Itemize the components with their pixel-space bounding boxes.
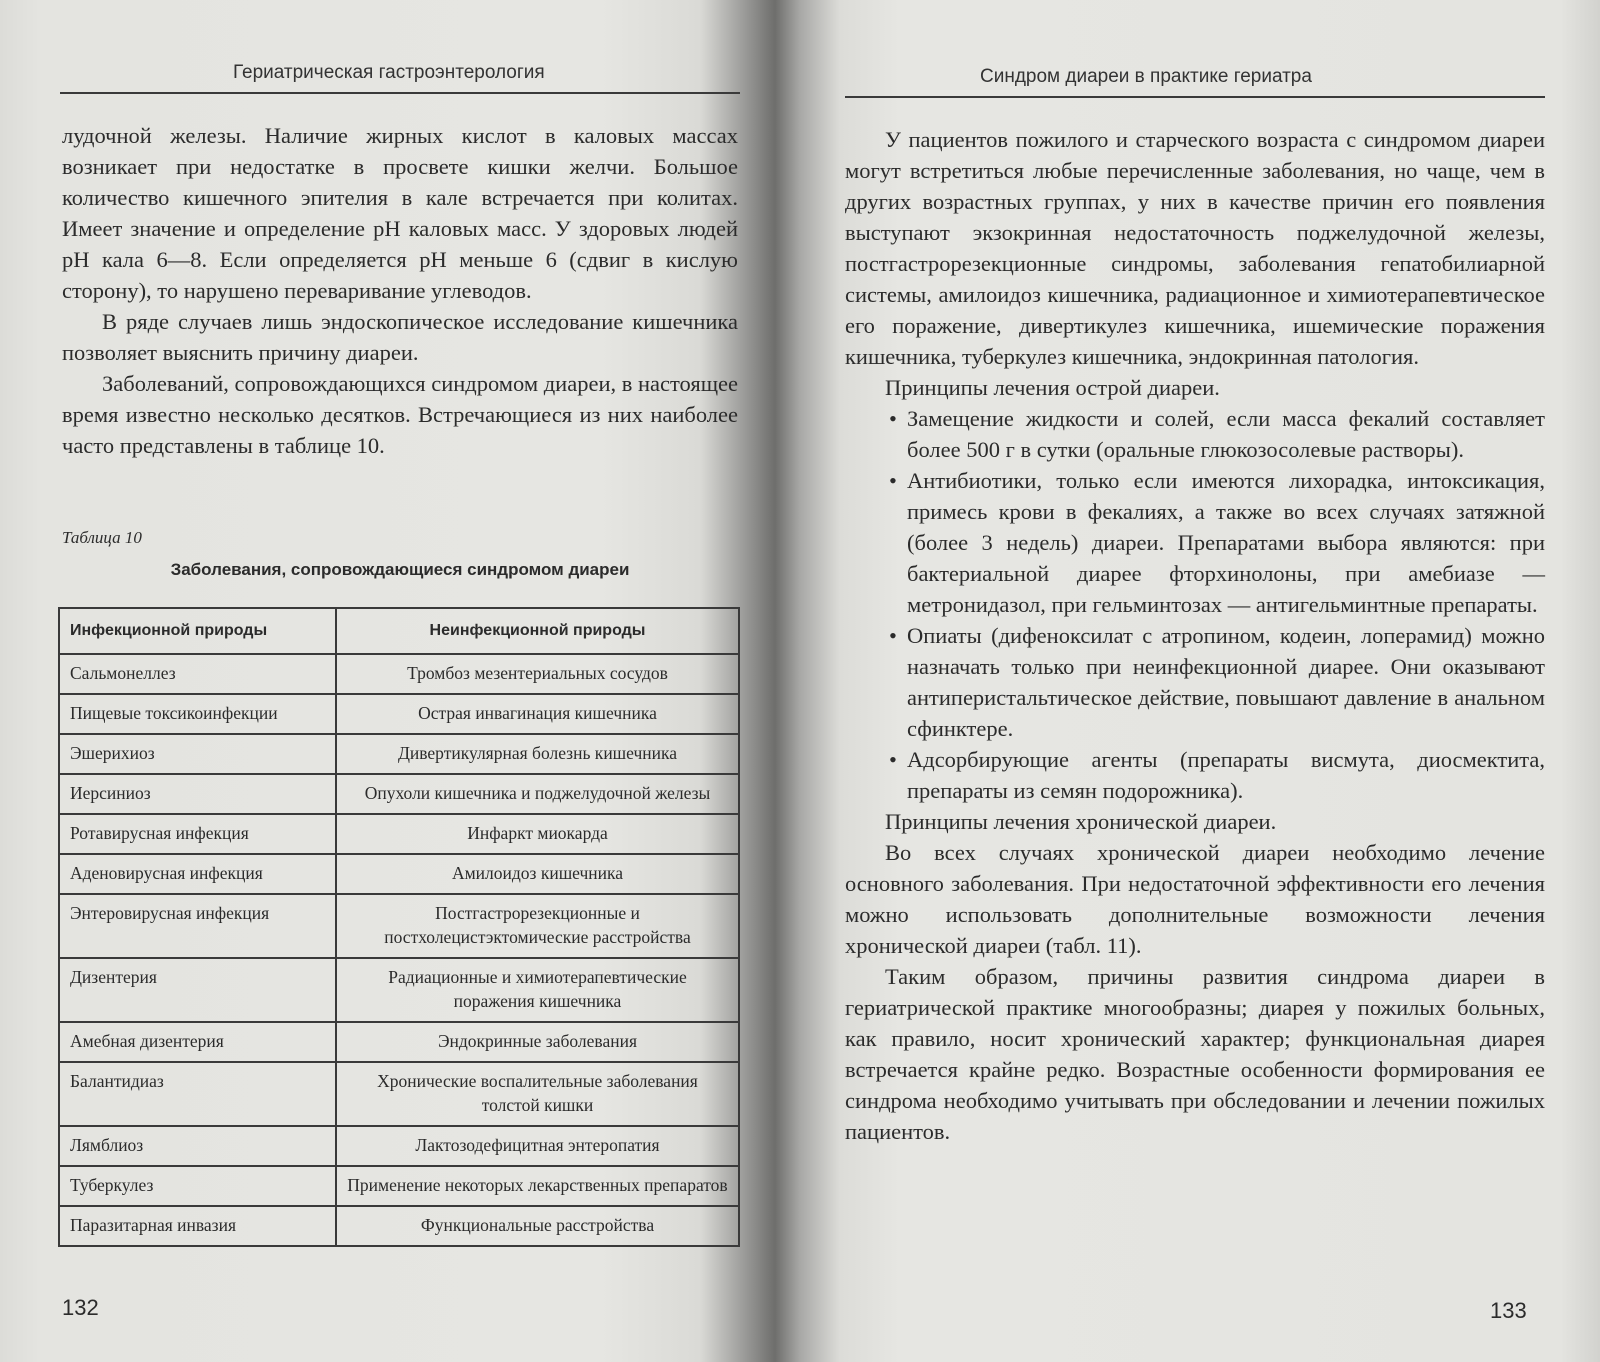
bullet-icon: • — [889, 747, 897, 772]
table-row — [59, 1062, 739, 1126]
table-cell: Аденовирусная инфекция — [59, 854, 336, 894]
list-item-text: Адсорбирующие агенты (препараты висмута, диосмектита, препараты из семян подорожника). — [907, 747, 1545, 803]
table-cell: Амилоидоз кишечника — [336, 854, 739, 894]
table-cell: Иерсиниоз — [59, 774, 336, 814]
table-row — [59, 1166, 739, 1206]
table-cell: Применение некоторых лекарственных препаратов — [336, 1166, 739, 1206]
table-cell: Балантидиаз — [59, 1062, 336, 1126]
paragraph: Заболеваний, сопровождающихся синдромом диареи, в настоящее время известно несколько десятков. Встречающиеся из них наиболее часто представлены в таблице 10. — [62, 371, 738, 458]
table-cell: Паразитарная инвазия — [59, 1206, 336, 1246]
bullet-icon: • — [889, 623, 897, 648]
table-cell: Энтеровирусная инфекция — [59, 894, 336, 958]
table-cell: Постгастрорезекционные и постхолецистэктомические расстройства — [336, 894, 739, 958]
table-cell: Инфаркт миокарда — [336, 814, 739, 854]
page-number: 132 — [62, 1295, 99, 1320]
table-cell: Сальмонеллез — [59, 654, 336, 694]
table-cell: Туберкулез — [59, 1166, 336, 1206]
right-body-text — [845, 124, 1545, 1147]
table-row — [59, 734, 739, 774]
table-cell: Ротавирусная инфекция — [59, 814, 336, 854]
paragraph: У пациентов пожилого и старческого возраста с синдромом диареи могут встретиться любые перечисленные заболевания, но чаще, чем в других возрастных группах, у них в качестве причин его появления выступают экзокринная недостаточность поджелудочной железы, постгастрорезекционные синдромы, заболевания гепатобилиарной системы, амилоидоз кишечника, радиационное и химиотерапевтическое его поражение, дивертикулез кишечника, ишемические поражения кишечника, туберкулез кишечника, эндокринная патология. — [845, 127, 1545, 369]
paragraph: Таким образом, причины развития синдрома диареи в гериатрической практике многообразны; диарея у пожилых больных, как правило, носит хронический характер; функциональная диарея встречается крайне редко. Возрастные особенности формирования ее синдрома необходимо учитывать при обследовании и лечении пожилых пациентов. — [845, 964, 1545, 1144]
column-header: Неинфекционной природы — [336, 608, 739, 654]
treatment-list — [845, 403, 1545, 806]
table-cell: Опухоли кишечника и поджелудочной железы — [336, 774, 739, 814]
table-row — [59, 894, 739, 958]
table-cell: Пищевые токсикоинфекции — [59, 694, 336, 734]
table-row — [59, 654, 739, 694]
list-item — [845, 744, 1545, 806]
table-cell: Хронические воспалительные заболевания толстой кишки — [336, 1062, 739, 1126]
table-row — [59, 854, 739, 894]
bullet-icon: • — [889, 468, 897, 493]
paragraph: лудочной железы. Наличие жирных кислот в каловых массах возникает при недостатке в просвете кишки желчи. Большое количество кишечного эпителия в кале встречается при колитах. Имеет значение и определение pH каловых масс. У здоровых людей pH кала 6—8. Если определяется pH меньше 6 (сдвиг в кислую сторону), то нарушено переваривание углеводов. — [62, 123, 738, 303]
table-cell: Лактозодефицитная энтеропатия — [336, 1126, 739, 1166]
table-cell: Эндокринные заболевания — [336, 1022, 739, 1062]
table-row — [59, 774, 739, 814]
diseases-table — [58, 607, 740, 1247]
table-header-row — [59, 608, 739, 654]
running-head: Гериатрическая гастроэнтерология — [233, 62, 545, 83]
paragraph: В ряде случаев лишь эндоскопическое исследование кишечника позволяет выяснить причину диареи. — [62, 309, 738, 365]
table-cell: Дизентерия — [59, 958, 336, 1022]
running-head: Синдром диареи в практике гериатра — [980, 66, 1312, 87]
table-row — [59, 694, 739, 734]
table-title: Заболевания, сопровождающиеся синдромом диареи — [170, 560, 630, 579]
section-heading: Принципы лечения острой диареи. — [885, 375, 1220, 400]
table-cell: Острая инвагинация кишечника — [336, 694, 739, 734]
right-page — [820, 0, 1600, 1362]
table-cell: Лямблиоз — [59, 1126, 336, 1166]
table-row — [59, 1022, 739, 1062]
table-cell: Амебная дизентерия — [59, 1022, 336, 1062]
table-row — [59, 1126, 739, 1166]
table-cell: Функциональные расстройства — [336, 1206, 739, 1246]
paragraph: Во всех случаях хронической диареи необходимо лечение основного заболевания. При недостаточной эффективности его лечения можно использовать дополнительные возможности лечения хронической диареи (табл. 11). — [845, 840, 1545, 958]
header-rule — [845, 96, 1545, 98]
list-item — [845, 403, 1545, 465]
header-rule — [60, 92, 740, 94]
table-cell: Радиационные и химиотерапевтические поражения кишечника — [336, 958, 739, 1022]
list-item-text: Опиаты (дифеноксилат с атропином, кодеин, лоперамид) можно назначать только при неинфекционной диарее. Они оказывают антиперистальтическое действие, повышают давление в анальном сфинктере. — [907, 623, 1545, 741]
table-row — [59, 1206, 739, 1246]
bullet-icon: • — [889, 406, 897, 431]
table-cell: Тромбоз мезентериальных сосудов — [336, 654, 739, 694]
column-header: Инфекционной природы — [59, 608, 336, 654]
list-item — [845, 620, 1545, 744]
list-item — [845, 465, 1545, 620]
list-item-text: Замещение жидкости и солей, если масса фекалий составляет более 500 г в сутки (оральные глюкозосолевые растворы). — [907, 406, 1545, 462]
table-row — [59, 814, 739, 854]
table-row — [59, 958, 739, 1022]
table-cell: Дивертикулярная болезнь кишечника — [336, 734, 739, 774]
page-number: 133 — [1490, 1298, 1527, 1323]
left-body-text — [62, 120, 738, 461]
left-page — [0, 0, 760, 1362]
table-cell: Эшерихиоз — [59, 734, 336, 774]
section-heading: Принципы лечения хронической диареи. — [885, 809, 1277, 834]
table-caption: Таблица 10 — [62, 528, 142, 547]
list-item-text: Антибиотики, только если имеются лихорадка, интоксикация, примесь крови в фекалиях, а также во всех случаях затяжной (более 3 недель) диареи. Препаратами выбора являются: при бактериальной диарее фторхинолоны, при амебиазе — метронидазол, при гельминтозах — антигельминтные препараты. — [907, 468, 1545, 617]
